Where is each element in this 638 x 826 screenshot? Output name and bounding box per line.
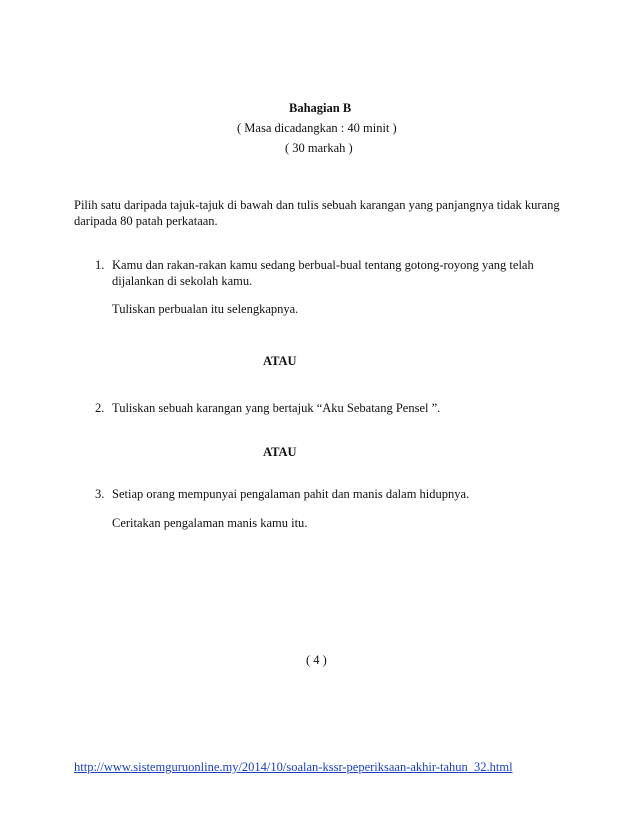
question-3-line-2: Ceritakan pengalaman manis kamu itu. xyxy=(112,516,308,530)
instruction-line-1: Pilih satu daripada tajuk-tajuk di bawah dan tulis sebuah karangan yang panjangnya tidak kurang xyxy=(74,198,560,212)
question-1-line-3: Tuliskan perbualan itu selengkapnya. xyxy=(112,302,299,316)
question-1-line-1: Kamu dan rakan-rakan kamu sedang berbual-bual tentang gotong-royong yang telah xyxy=(112,258,534,272)
instruction-line-2: daripada 80 patah perkataan. xyxy=(74,214,218,228)
question-2-number: 2. xyxy=(95,401,105,415)
page-number: ( 4 ) xyxy=(306,653,327,667)
question-3-number: 3. xyxy=(95,487,105,501)
question-1-number: 1. xyxy=(95,258,105,272)
footer-source-link[interactable]: http://www.sistemguruonline.my/2014/10/soalan-kssr-peperiksaan-akhir-tahun_32.html xyxy=(74,760,513,774)
question-3-line-1: Setiap orang mempunyai pengalaman pahit dan manis dalam hidupnya. xyxy=(112,487,470,501)
separator-atau-2: ATAU xyxy=(263,445,297,459)
time-allocation: ( Masa dicadangkan : 40 minit ) xyxy=(237,121,397,135)
marks-allocation: ( 30 markah ) xyxy=(285,141,353,155)
question-1-line-2: dijalankan di sekolah kamu. xyxy=(112,274,253,288)
separator-atau-1: ATAU xyxy=(263,354,297,368)
question-2-line-1: Tuliskan sebuah karangan yang bertajuk “Aku Sebatang Pensel ”. xyxy=(112,401,441,415)
section-title: Bahagian B xyxy=(289,101,352,115)
